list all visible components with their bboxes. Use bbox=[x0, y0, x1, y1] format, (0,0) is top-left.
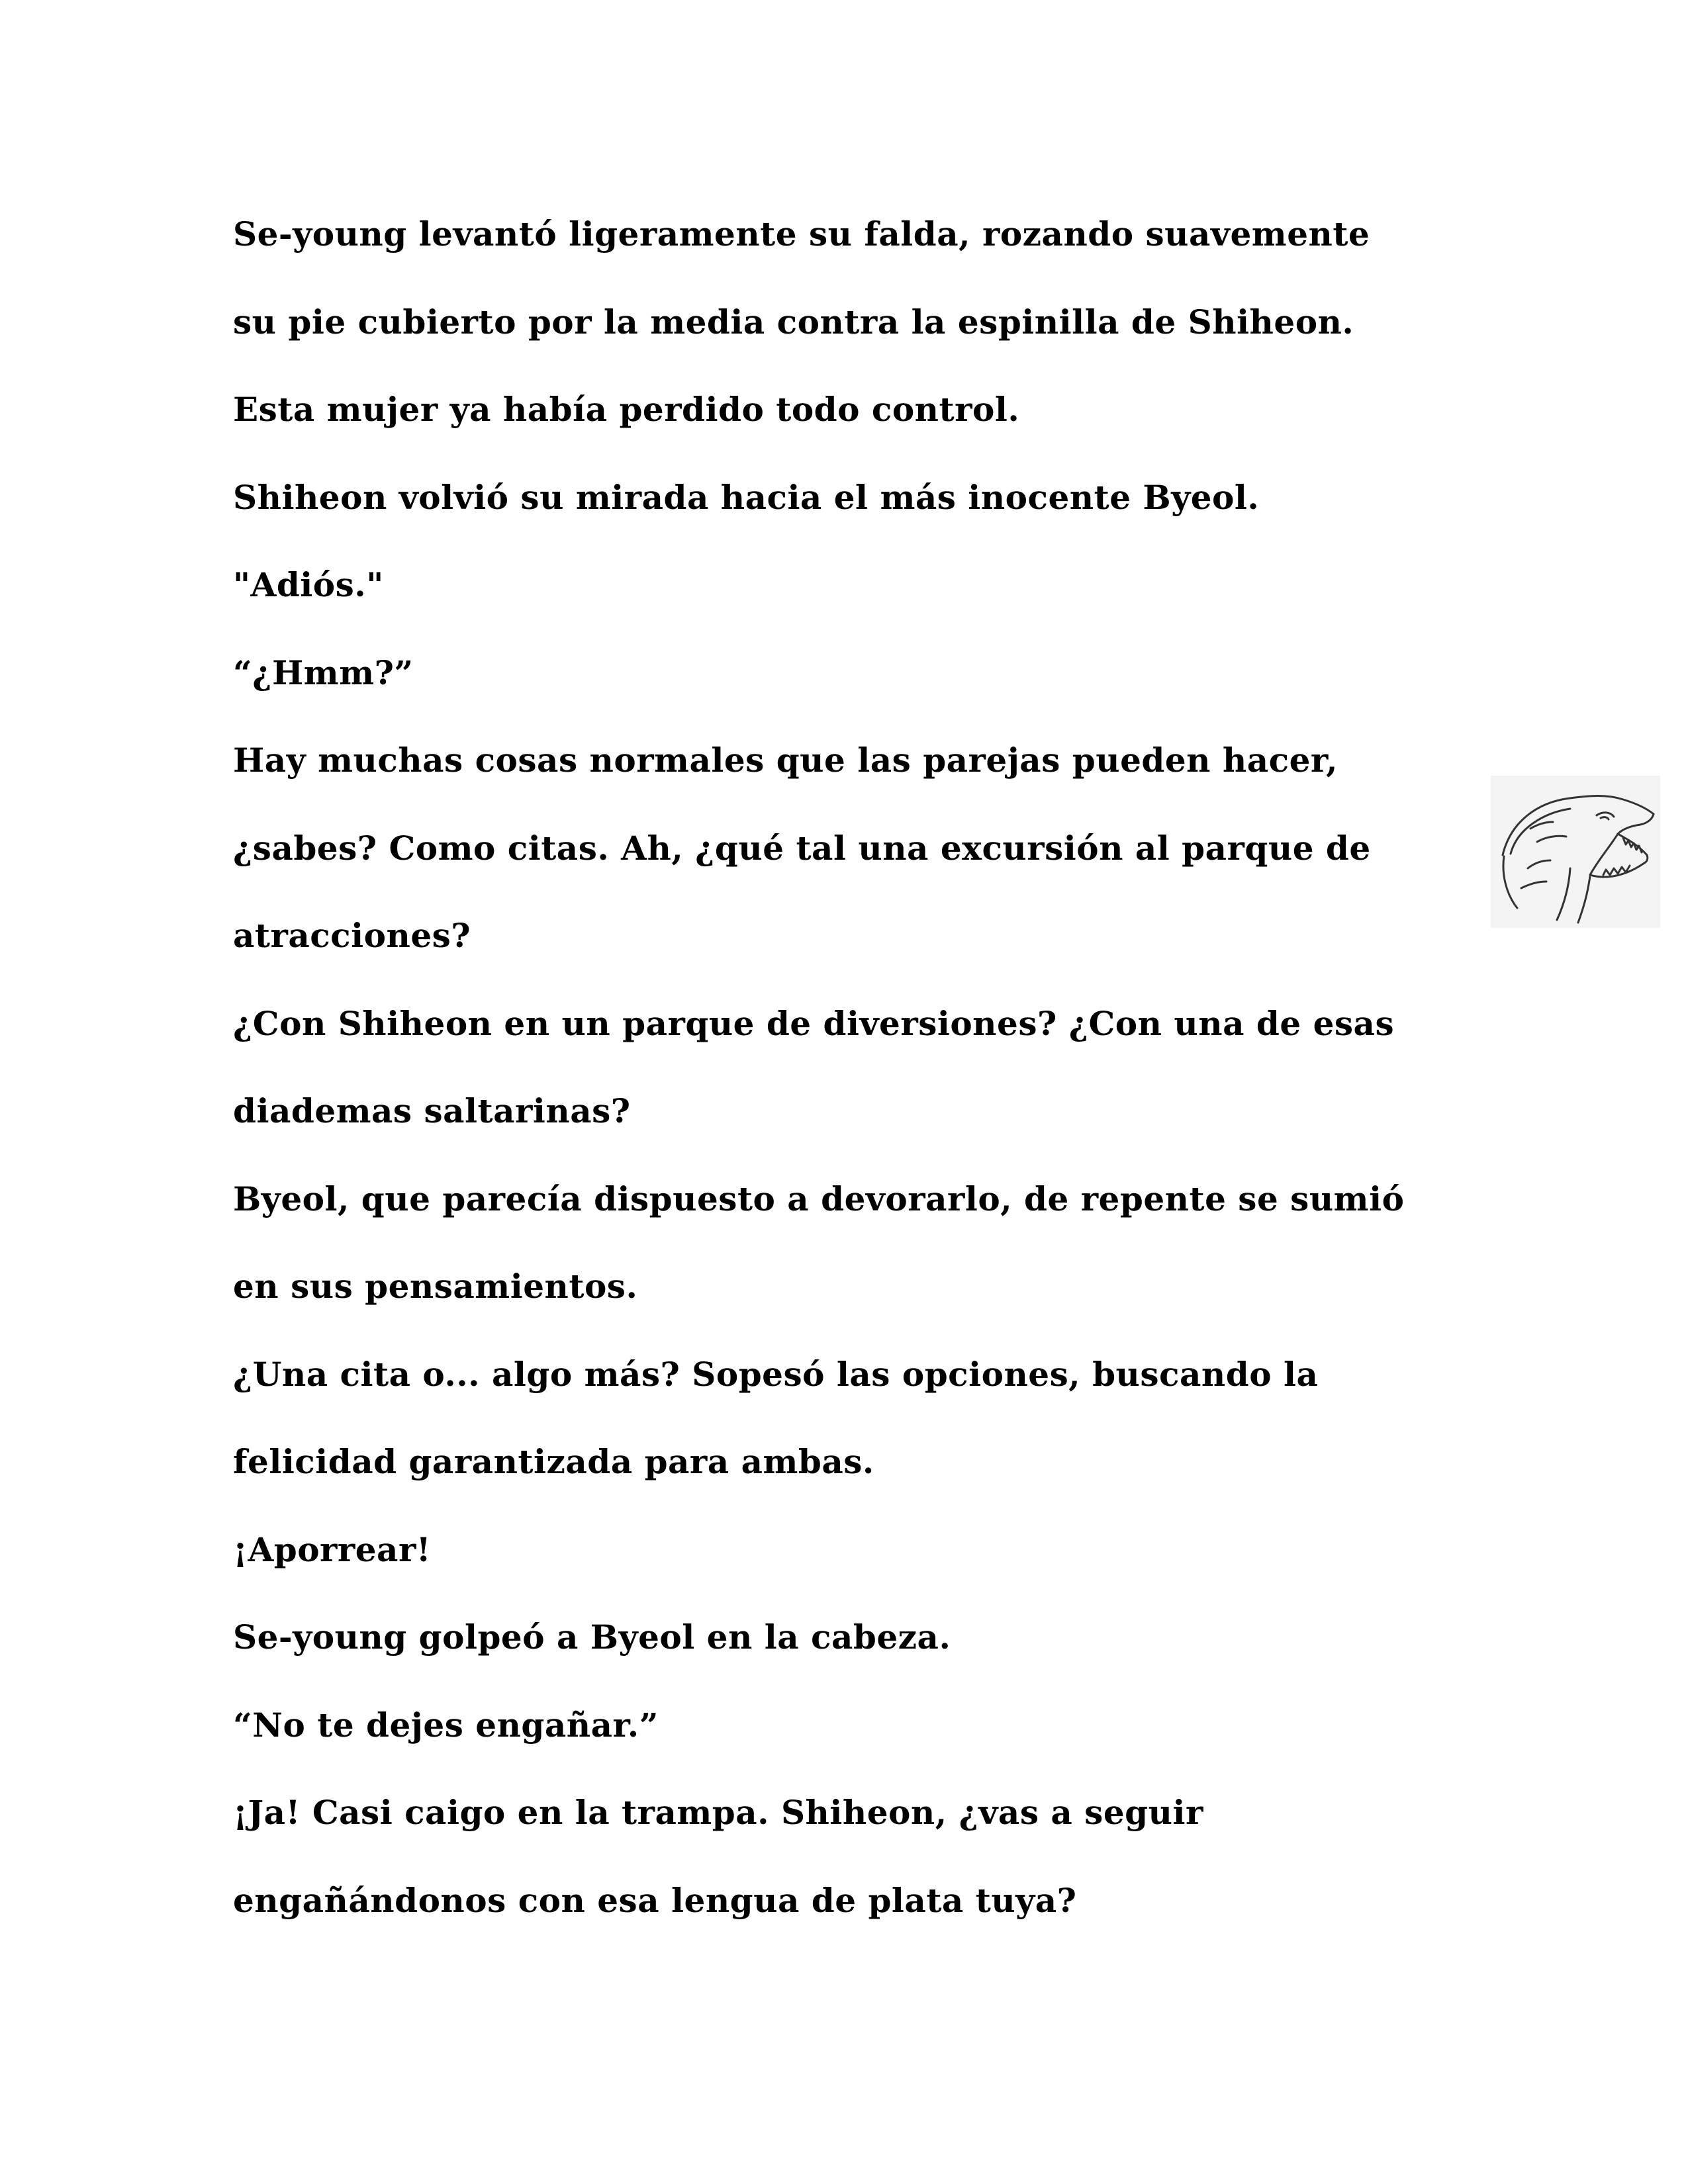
text-line: ¡Ja! Casi caigo en la trampa. Shiheon, ¿vas a seguir bbox=[233, 1793, 1203, 1832]
text-line: felicidad garantizada para ambas. bbox=[233, 1442, 874, 1481]
dinosaur-head-icon bbox=[1491, 776, 1660, 928]
text-line: Shiheon volvió su mirada hacia el más inocente Byeol. bbox=[233, 477, 1260, 517]
text-line: Se-young golpeó a Byeol en la cabeza. bbox=[233, 1617, 951, 1657]
text-line: ¿sabes? Como citas. Ah, ¿qué tal una excursión al parque de bbox=[233, 828, 1371, 868]
text-line: ¿Una cita o... algo más? Sopesó las opciones, buscando la bbox=[233, 1354, 1319, 1394]
body-text bbox=[233, 191, 1491, 1944]
text-line: Hay muchas cosas normales que las parejas pueden hacer, bbox=[233, 741, 1338, 780]
text-line: atracciones? bbox=[233, 916, 471, 955]
text-line: “No te dejes engañar.” bbox=[233, 1705, 659, 1745]
text-line: en sus pensamientos. bbox=[233, 1267, 638, 1306]
text-line: ¿Con Shiheon en un parque de diversiones? ¿Con una de esas bbox=[233, 1003, 1395, 1043]
text-line: Se-young levantó ligeramente su falda, rozando suavemente bbox=[233, 214, 1370, 253]
text-line: Esta mujer ya había perdido todo control. bbox=[233, 390, 1020, 429]
text-line: su pie cubierto por la media contra la espinilla de Shiheon. bbox=[233, 302, 1354, 341]
text-line: engañándonos con esa lengua de plata tuya? bbox=[233, 1880, 1077, 1920]
text-line: ¡Aporrear! bbox=[233, 1529, 432, 1569]
text-line: Byeol, que parecía dispuesto a devorarlo, de repente se sumió bbox=[233, 1179, 1405, 1218]
text-line: “¿Hmm?” bbox=[233, 653, 414, 692]
text-line: "Adiós." bbox=[233, 565, 384, 604]
text-line: diademas saltarinas? bbox=[233, 1091, 631, 1130]
